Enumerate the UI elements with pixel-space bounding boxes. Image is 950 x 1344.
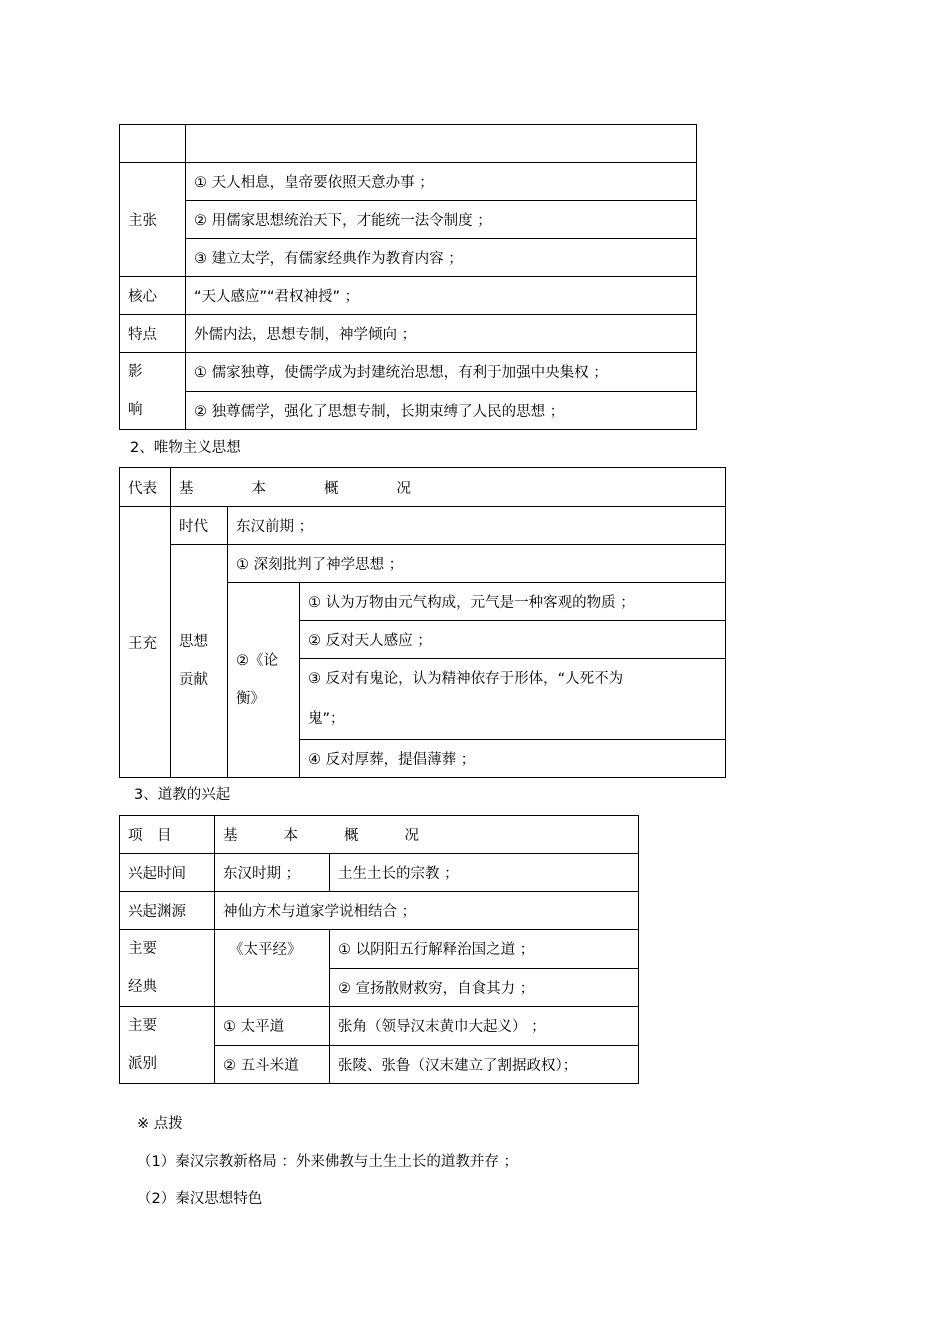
classic-item-2: ② 宣扬散财救穷，自食其力 ； — [330, 968, 639, 1007]
sects-label-line2: 派别 — [128, 1056, 157, 1072]
classics-label-line2: 经典 — [128, 979, 157, 995]
sect-desc-wudoumidao: 张陵、张鲁（汉末建立了割据政权）； — [330, 1045, 639, 1084]
book-taipingjing: 《太平经》 — [215, 930, 330, 1007]
row-label-yingxiang — [120, 353, 186, 430]
sect-desc-taipingdao: 张角（领导汉末黄巾大起义） ； — [330, 1007, 639, 1046]
note-item-2: （2）秦汉思想特色 — [137, 1191, 263, 1207]
section-heading-materialism: 2、唯物主义思想 — [130, 440, 241, 456]
header-char: 本 — [251, 480, 266, 497]
row-label-zhuzhang: 主张 — [120, 163, 186, 277]
contribution-label-line2: 贡献 — [179, 672, 208, 688]
blank-cell — [120, 125, 186, 163]
lunheng-sub-3-line1: ③ 反对有鬼论，认为精神依存于形体，“人死不为 — [308, 671, 624, 687]
section-heading-taoism: 3、道教的兴起 — [134, 787, 231, 803]
header-char: 基 — [179, 480, 194, 497]
dong-zhongshu-thought-table — [119, 124, 697, 430]
classic-item-1: ① 以阴阳五行解释治国之道 ； — [330, 930, 639, 969]
zhuzhang-item-1: ① 天人相息，皇帝要依照天意办事 ； — [186, 163, 697, 201]
value-era: 东汉前期 ； — [228, 507, 726, 545]
sect-name-taipingdao: ① 太平道 — [215, 1007, 330, 1046]
yingxiang-item-2: ② 独尊儒学，强化了思想专制，长期束缚了人民的思想 ； — [186, 391, 697, 430]
yingxiang-label-line2: 响 — [128, 402, 143, 418]
yingxiang-label-line1: 影 — [128, 364, 143, 380]
zhuzhang-item-3: ③ 建立太学，有儒家经典作为教育内容 ； — [186, 239, 697, 277]
header-char: 概 — [344, 828, 359, 844]
lunheng-sub-1: ① 认为万物由元气构成，元气是一种客观的物质 ； — [300, 583, 726, 621]
header-char: 基 — [223, 828, 238, 844]
person-wang-chong: 王充 — [120, 507, 171, 778]
header-char: 况 — [396, 480, 411, 497]
lunheng-sub-3 — [300, 659, 726, 740]
hexin-value: “天人感应”“君权神授” ； — [186, 277, 697, 315]
label-contribution — [171, 545, 228, 778]
yingxiang-item-1: ① 儒家独尊，使儒学成为封建统治思想，有利于加强中央集权 ； — [186, 353, 697, 392]
lunheng-sub-2: ② 反对天人感应 ； — [300, 621, 726, 659]
header-basic-overview — [171, 468, 726, 507]
row-label-hexin: 核心 — [120, 277, 186, 315]
lunheng-label — [228, 583, 300, 778]
contribution-item-1: ① 深刻批判了神学思想 ； — [228, 545, 726, 583]
header-representative: 代表 — [120, 468, 171, 507]
lunheng-line1: ②《论 — [236, 653, 278, 669]
label-main-classics — [120, 930, 215, 1007]
zhuzhang-item-2: ② 用儒家思想统治天下，才能统一法令制度 ； — [186, 201, 697, 239]
label-main-sects — [120, 1007, 215, 1084]
header-char: 概 — [324, 480, 339, 497]
row-label-tedian: 特点 — [120, 315, 186, 353]
tedian-value: 外儒内法，思想专制，神学倾向 ； — [186, 315, 697, 353]
wang-chong-table — [119, 467, 726, 778]
blank-cell — [186, 125, 697, 163]
label-era: 时代 — [171, 507, 228, 545]
header-char: 况 — [404, 828, 419, 844]
header-basic-overview — [215, 816, 639, 854]
note-item-1: （1）秦汉宗教新格局 ：外来佛教与土生土长的道教并存 ； — [137, 1154, 518, 1170]
taoism-table — [119, 815, 639, 1084]
header-char: 本 — [283, 828, 298, 844]
sects-label-line1: 主要 — [128, 1018, 157, 1034]
value-origin: 神仙方术与道家学说相结合 ； — [215, 892, 639, 930]
classics-label-line1: 主要 — [128, 941, 157, 957]
sect-name-wudoumidao: ② 五斗米道 — [215, 1045, 330, 1084]
contribution-label-line1: 思想 — [179, 634, 208, 650]
lunheng-line2: 衡》 — [236, 691, 265, 707]
label-rise-time: 兴起时间 — [120, 854, 215, 892]
value-rise-time: 东汉时期 ； — [215, 854, 330, 892]
note-title: ※ 点拨 — [137, 1116, 183, 1132]
lunheng-sub-3-line2: 鬼”； — [308, 711, 345, 727]
lunheng-sub-4: ④ 反对厚葬，提倡薄葬 ； — [300, 740, 726, 778]
header-item: 项 目 — [120, 816, 215, 854]
label-origin: 兴起渊源 — [120, 892, 215, 930]
value-native-religion: 土生土长的宗教 ； — [330, 854, 639, 892]
